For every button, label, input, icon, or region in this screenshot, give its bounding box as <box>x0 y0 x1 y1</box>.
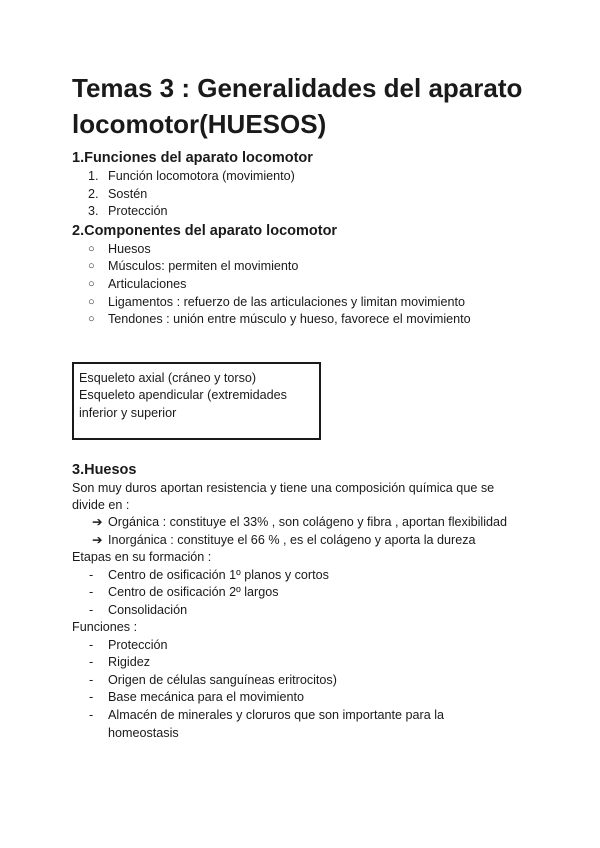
page-title: Temas 3 : Generalidades del aparato locomotor(HUESOS) <box>72 73 523 139</box>
section3 <box>72 460 542 742</box>
section3-intro: Son muy duros aportan resistencia y tiene una composición química que se <box>72 480 495 495</box>
dash-bullet: - <box>89 690 94 705</box>
section2-list <box>72 241 542 329</box>
list-marker: 3. <box>88 204 99 219</box>
list-item: - Protección <box>72 637 542 655</box>
dash-bullet: - <box>89 602 94 617</box>
list-item: 3. Protección <box>72 203 542 221</box>
circle-bullet-icon: ○ <box>88 260 95 273</box>
list-item: 1. Función locomotora (movimiento) <box>72 168 542 186</box>
box-line: Esqueleto apendicular (extremidades <box>79 388 287 403</box>
list-item: - Centro de osificación 1º planos y cortos <box>72 567 542 585</box>
list-item: ○ Huesos <box>72 241 542 259</box>
skeleton-box <box>72 362 321 440</box>
section2-heading: 2.Componentes del aparato locomotor <box>72 222 338 239</box>
list-item-cont: homeostasis <box>108 725 179 740</box>
functions-list <box>72 637 542 743</box>
list-marker: 1. <box>88 169 99 183</box>
arrow-right-icon: ➔ <box>92 515 103 530</box>
circle-bullet-icon: ○ <box>88 313 95 326</box>
section1-list <box>72 168 542 221</box>
list-item: - Consolidación <box>72 602 542 620</box>
stages-label: Etapas en su formación : <box>72 550 212 565</box>
list-item: 2. Sostén <box>72 186 542 204</box>
list-item: - Centro de osificación 2º largos <box>72 584 542 602</box>
list-marker: 2. <box>88 186 99 201</box>
document-page <box>72 70 542 742</box>
list-item: ○ Ligamentos : refuerzo de las articulaciones y limitan movimiento <box>72 294 542 312</box>
stages-list <box>72 567 542 620</box>
functions-label: Funciones : <box>72 620 138 635</box>
section1-heading: 1.Funciones del aparato locomotor <box>72 150 313 166</box>
dash-bullet: - <box>89 585 94 600</box>
box-line: inferior y superior <box>79 405 177 420</box>
list-item: - Origen de células sanguíneas eritrocitos) <box>72 672 542 690</box>
box-line: Esqueleto axial (cráneo y torso) <box>79 370 257 385</box>
list-item: - Almacén de minerales y cloruros que son importante para la homeostasis <box>89 707 445 740</box>
arrow-right-icon: ➔ <box>92 532 103 547</box>
circle-bullet-icon: ○ <box>88 242 95 255</box>
circle-bullet-icon: ○ <box>88 277 95 290</box>
list-item: - Rigidez <box>72 654 542 672</box>
list-item: ➔ Orgánica : constituye el 33% , son colágeno y fibra , aportan flexibilidad <box>72 514 542 532</box>
dash-bullet: - <box>89 655 94 670</box>
dash-bullet: - <box>89 672 94 687</box>
list-item: ➔ Inorgánica : constituye el 66 % , es el colágeno y aporta la dureza <box>72 532 542 550</box>
list-item: ○ Músculos: permiten el movimiento <box>72 258 542 276</box>
dash-bullet: - <box>89 567 94 582</box>
list-item: ○ Tendones : unión entre músculo y hueso, favorece el movimiento <box>72 311 542 329</box>
dash-bullet: - <box>89 637 94 652</box>
dash-bullet: - <box>89 707 94 722</box>
section3-intro-cont: divide en : <box>72 497 130 512</box>
list-item: - Base mecánica para el movimiento <box>72 689 542 707</box>
composition-list <box>72 514 542 549</box>
list-item: ○ Articulaciones <box>72 276 542 294</box>
section3-heading: 3.Huesos <box>72 461 137 478</box>
circle-bullet-icon: ○ <box>88 295 95 308</box>
